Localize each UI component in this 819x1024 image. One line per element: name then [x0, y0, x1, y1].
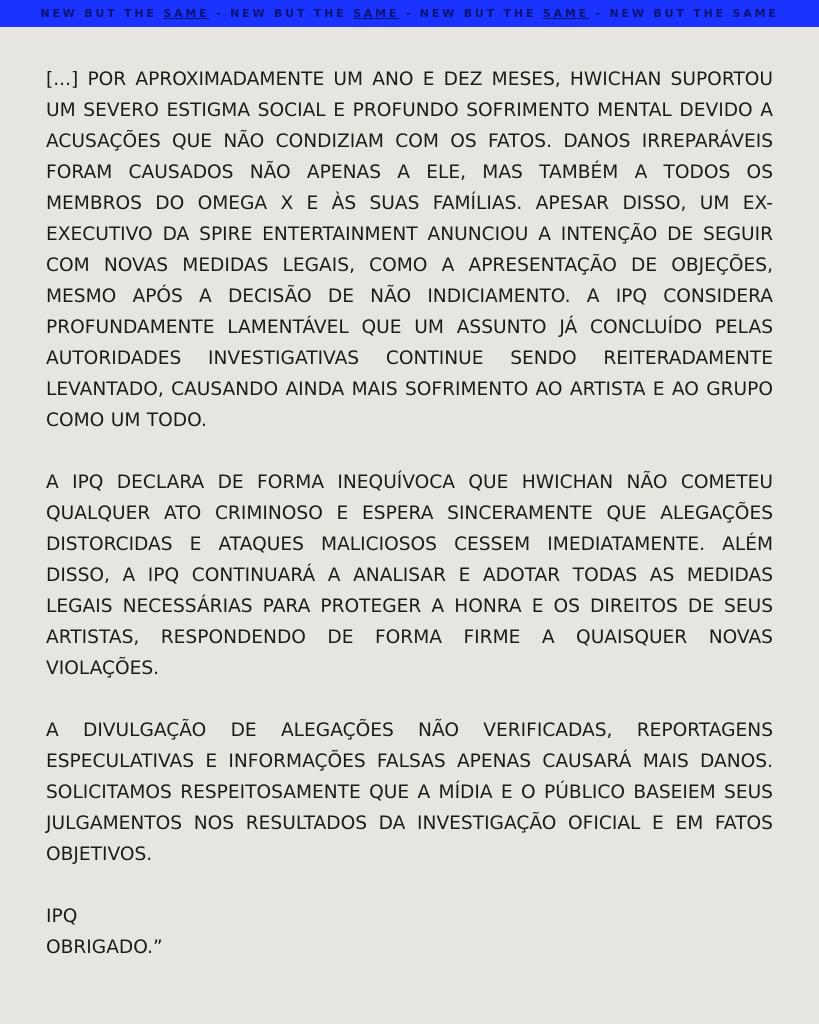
- statement-paragraph-1: [...] POR APROXIMADAMENTE UM ANO E DEZ MESES, HWICHAN SUPORTOU UM SEVERO ESTIGMA SOCIAL E PROFUNDO SOFRIMENTO MENTAL DEVIDO A ACUSAÇÕES QUE NÃO CONDIZIAM COM OS FATOS. DANOS IRREPARÁVEIS FORAM CAUSADOS NÃO APENAS A ELE, MAS TAMBÉM A TODOS OS MEMBROS DO OMEGA X E ÀS SUAS FAMÍLIAS. APESAR DISSO, UM EX-EXECUTIVO DA SPIRE ENTERTAINMENT ANUNCIOU A INTENÇÃO DE SEGUIR COM NOVAS MEDIDAS LEGAIS, COMO A APRESENTAÇÃO DE OBJEÇÕES, MESMO APÓS A DECISÃO DE NÃO INDICIAMENTO. A IPQ CONSIDERA PROFUNDAMENTE LAMENTÁVEL QUE UM ASSUNTO JÁ CONCLUÍDO PELAS AUTORIDADES INVESTIGATIVAS CONTINUE SENDO REITERADAMENTE LEVANTADO, CAUSANDO AINDA MAIS SOFRIMENTO AO ARTISTA E AO GRUPO COMO UM TODO.: [46, 69, 773, 431]
- banner-text: [40, 8, 778, 19]
- banner-segment-underlined: SAME: [542, 7, 589, 20]
- statement-paragraph-3: A DIVULGAÇÃO DE ALEGAÇÕES NÃO VERIFICADAS, REPORTAGENS ESPECULATIVAS E INFORMAÇÕES FALSAS APENAS CAUSARÁ MAIS DANOS. SOLICITAMOS RESPEITOSAMENTE QUE A MÍDIA E O PÚBLICO BASEIEM SEUS JULGAMENTOS NOS RESULTADOS DA INVESTIGAÇÃO OFICIAL E EM FATOS OBJETIVOS.: [46, 720, 773, 865]
- signature-name: IPQ: [46, 906, 78, 927]
- banner-segment: - NEW BUT THE: [399, 7, 543, 20]
- banner-segment-underlined: SAME: [353, 7, 400, 20]
- signature-closing: OBRIGADO.”: [46, 937, 163, 958]
- banner-segment: NEW BUT THE: [40, 7, 164, 20]
- statement-paragraph-2: A IPQ DECLARA DE FORMA INEQUÍVOCA QUE HWICHAN NÃO COMETEU QUALQUER ATO CRIMINOSO E ESPERA SINCERAMENTE QUE ALEGAÇÕES DISTORCIDAS E ATAQUES MALICIOSOS CESSEM IMEDIATAMENTE. ALÉM DISSO, A IPQ CONTINUARÁ A ANALISAR E ADOTAR TODAS AS MEDIDAS LEGAIS NECESSÁRIAS PARA PROTEGER A HONRA E OS DIREITOS DE SEUS ARTISTAS, RESPONDENDO DE FORMA FIRME A QUAISQUER NOVAS VIOLAÇÕES.: [46, 472, 773, 679]
- statement-body: [46, 64, 773, 963]
- top-banner: [0, 0, 819, 27]
- banner-segment-underlined: SAME: [163, 7, 210, 20]
- banner-segment: - NEW BUT THE SAME: [588, 7, 779, 20]
- signature-block: [46, 901, 773, 963]
- banner-segment: - NEW BUT THE: [209, 7, 354, 20]
